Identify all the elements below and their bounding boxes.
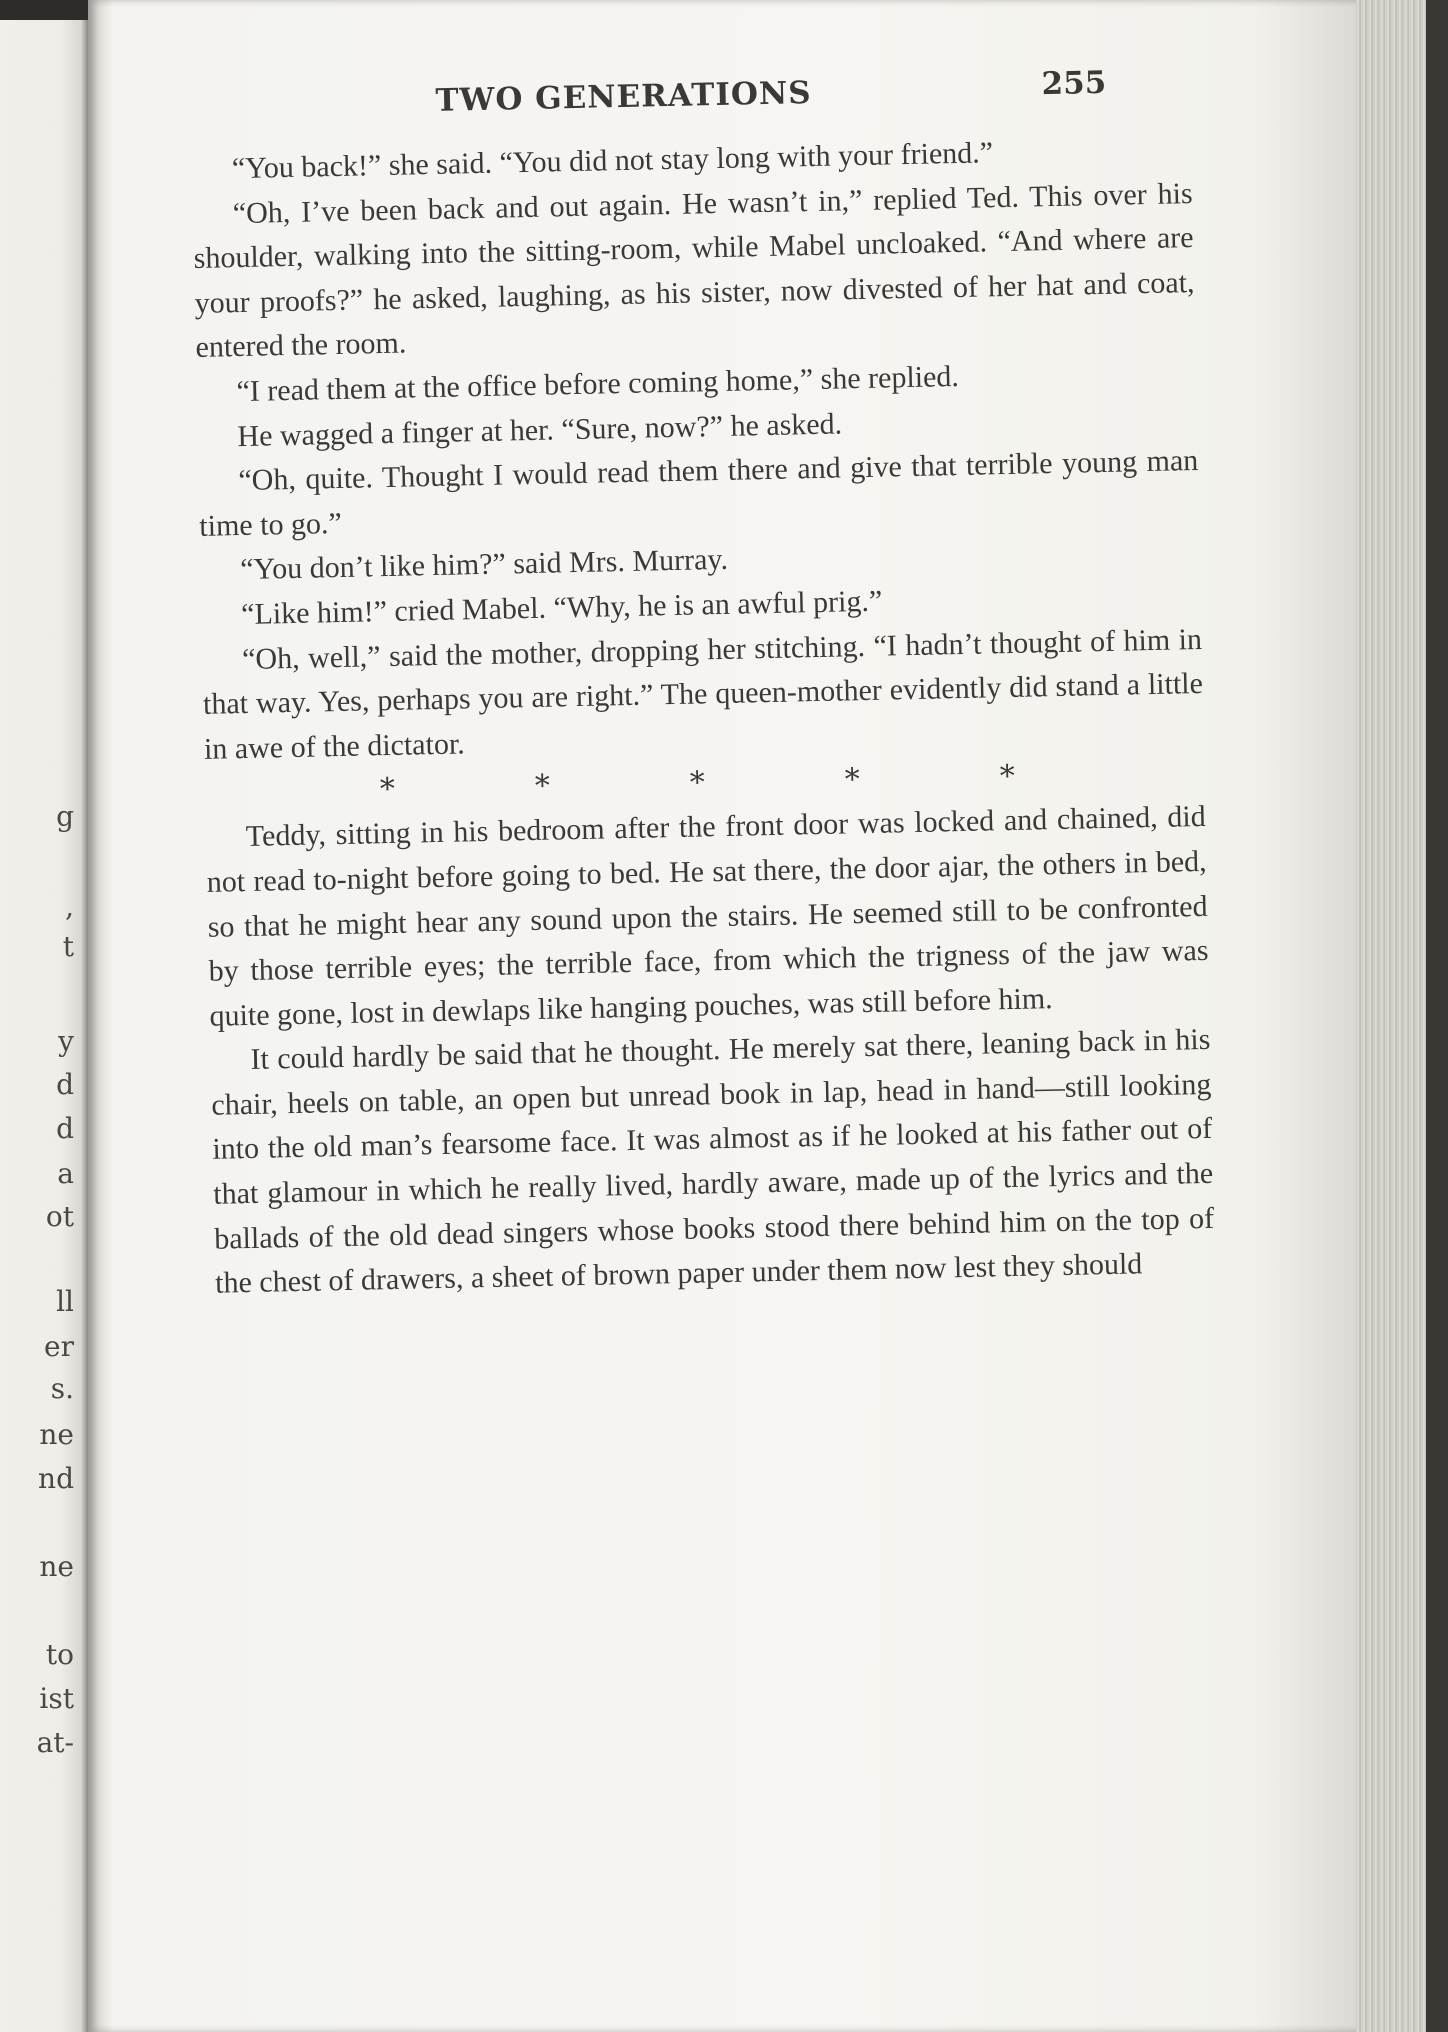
paragraph: “You back!” she said. “You did not stay long with your friend.” <box>231 136 994 186</box>
asterisk: * <box>844 762 861 798</box>
facing-page-fragment: at- <box>36 1726 74 1759</box>
facing-page-edge <box>0 20 88 2032</box>
paragraph: Teddy, sitting in his bedroom after the front door was locked and chained, did not read to-night before going to bed. He sat there, the door ajar, the others in bed, so that he might hear any sound upon the stairs. He seemed still to be confronted by those terrible eyes; the terrible face, from which the trigness of the jaw was quite gone, lost in dewlaps like hanging pouches, was still before him. <box>206 800 1209 1033</box>
facing-page-fragment: d <box>56 1068 74 1101</box>
facing-page-fragment: a <box>57 1157 74 1190</box>
facing-page-fragment: , <box>65 890 74 923</box>
paragraph: “Oh, quite. Thought I would read them there and give that terrible young man time to go.” <box>199 444 1199 543</box>
asterisk: * <box>534 768 551 805</box>
facing-page-fragment: y <box>58 1025 74 1058</box>
facing-page-fragment: ne <box>39 1550 74 1583</box>
asterisk: * <box>379 772 396 808</box>
facing-page-fragment: ist <box>39 1682 74 1715</box>
asterisk: * <box>999 759 1016 795</box>
page-number: 255 <box>1041 64 1107 103</box>
facing-page-fragment: ot <box>45 1200 74 1233</box>
paragraph: It could hardly be said that he thought. He merely sat there, leaning back in his chair, heels on table, an open but unread book in lap, head in hand—still looking into the old man’s fearsome face. It was almost as if he looked at his father out of that glamour in which he really lived, hardly aware, made up of the lyrics and the ballads of the old dead singers whose books stood there behind him on the top of the chest of drawers, a sheet of brown paper under them now lest they should <box>211 1023 1215 1300</box>
facing-page-fragment: to <box>45 1638 74 1671</box>
facing-page-fragment: t <box>62 930 74 963</box>
running-title: TWO GENERATIONS <box>435 74 812 119</box>
facing-page-fragment: g <box>56 800 74 833</box>
paragraph: “Oh, I’ve been back and out again. He wasn’t in,” replied Ted. This over his shoulder, walking into the sitting-room, while Mabel uncloaked. “And where are your proofs?” he asked, laughing, as his sister, now divested of her hat and coat, entered the room. <box>193 176 1195 365</box>
facing-page-fragment: er <box>44 1330 74 1363</box>
page-text-block <box>190 59 1215 1307</box>
paragraph: “You don’t like him?” said Mrs. Murray. <box>239 543 729 587</box>
paragraph: He wagged a finger at her. “Sure, now?” he asked. <box>237 406 843 453</box>
page-stack-edge <box>1356 0 1448 2032</box>
facing-page-fragment: s. <box>50 1372 74 1405</box>
paragraph: “Like him!” cried Mabel. “Why, he is an awful prig.” <box>240 584 883 631</box>
facing-page-fragment: d <box>56 1112 74 1145</box>
paragraph: “Oh, well,” said the mother, dropping her stitching. “I hadn’t thought of him in that way. Yes, perhaps you are right.” The queen-mother evidently did stand a little in awe of the dictator. <box>202 622 1204 766</box>
facing-page-fragment: nd <box>38 1462 74 1495</box>
paragraph: “I read them at the office before coming home,” she replied. <box>236 359 960 409</box>
facing-page-fragment: ne <box>39 1418 74 1451</box>
facing-page-fragment: ll <box>56 1285 74 1318</box>
asterisk: * <box>689 765 706 801</box>
